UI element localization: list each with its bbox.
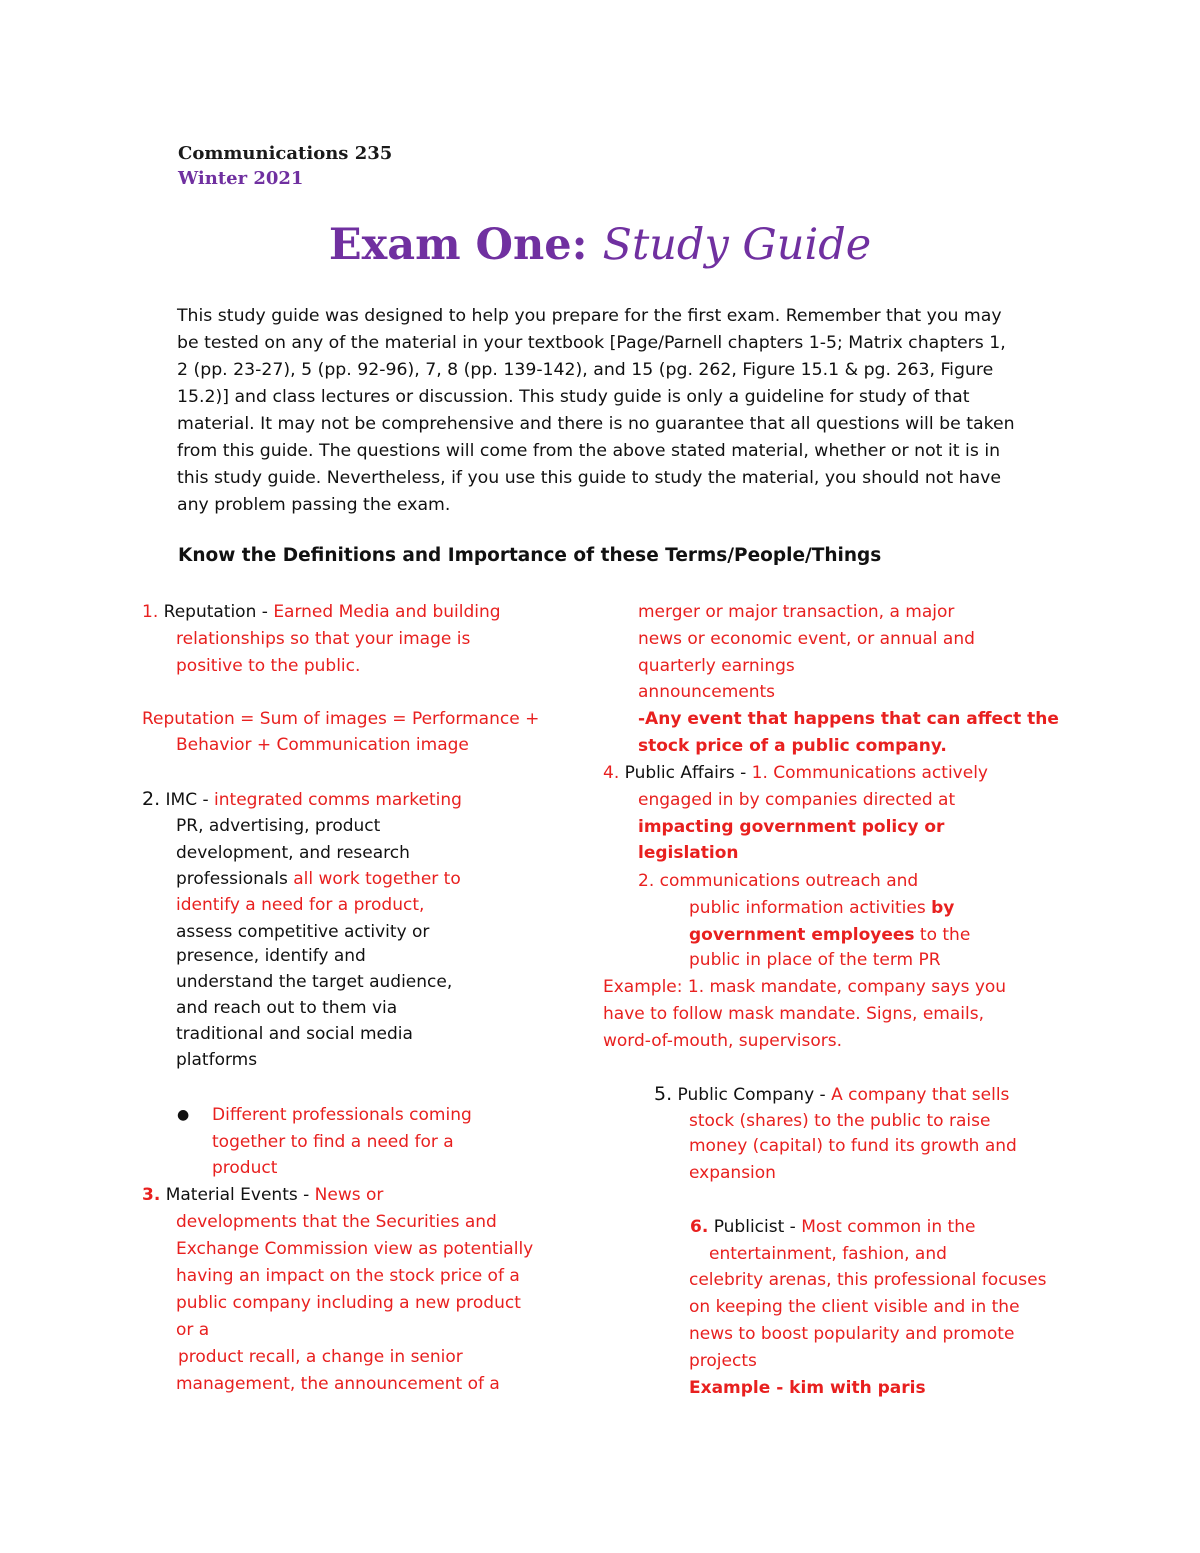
term-emphasis: -Any event that happens that can affect the <box>638 709 1059 729</box>
term-definition: management, the announcement of a <box>176 1374 500 1394</box>
term-number: 3. <box>142 1185 161 1205</box>
term-definition: 1. Communications actively <box>751 763 988 783</box>
bullet-text: product <box>212 1158 278 1178</box>
term-definition: 2. communications outreach and <box>638 871 919 891</box>
term-label: Public Company - <box>677 1085 832 1105</box>
term-definition: Most common in the <box>801 1217 976 1237</box>
title-sub: Study Guide <box>602 220 872 270</box>
term-definition: Earned Media and building <box>273 602 501 622</box>
term-label: Reputation - <box>163 602 274 622</box>
term-definition: integrated comms marketing <box>214 790 462 810</box>
bullet-text: together to find a need for a <box>212 1132 454 1152</box>
term-definition: product recall, a change in senior <box>178 1347 463 1367</box>
term-text: assess competitive activity or <box>176 922 430 942</box>
term-definition: or a <box>176 1320 210 1340</box>
term-text-bold: by <box>931 898 955 918</box>
term-definition: Exchange Commission view as potentially <box>176 1239 534 1259</box>
term-number: 1. <box>142 602 159 622</box>
section-heading: Know the Definitions and Importance of these Terms/People/Things <box>178 545 882 566</box>
term-1-heading <box>142 599 501 626</box>
page-title <box>0 220 1200 270</box>
term-emphasis: impacting government policy or <box>638 817 945 837</box>
term-text: to the <box>914 925 971 945</box>
term-text-red: all work together to <box>293 869 461 889</box>
term-definition: news to boost popularity and promote <box>689 1324 1015 1344</box>
term-definition: money (capital) to fund its growth and <box>689 1136 1017 1156</box>
term-number: 6. <box>690 1217 709 1237</box>
term-definition <box>689 922 970 949</box>
term-definition: having an impact on the stock price of a <box>176 1266 520 1286</box>
term-definition: engaged in by companies directed at <box>638 790 956 810</box>
term-definition: quarterly earnings <box>638 656 795 676</box>
reputation-formula: Reputation = Sum of images = Performance + <box>142 709 540 729</box>
term-definition: expansion <box>689 1163 776 1183</box>
example-text: Example - kim with paris <box>689 1378 926 1398</box>
term-definition: relationships so that your image is <box>176 629 471 649</box>
intro-line: material. It may not be comprehensive and there is no guarantee that all questions will be taken <box>177 414 1015 434</box>
example-text: word-of-mouth, supervisors. <box>603 1031 842 1051</box>
term-definition: developments that the Securities and <box>176 1212 497 1232</box>
term-label: Public Affairs - <box>624 763 752 783</box>
term-text: public information activities <box>689 898 932 918</box>
term-number: 4. <box>603 763 620 783</box>
term-text: traditional and social media <box>176 1024 413 1044</box>
term-text-black: professionals <box>176 869 294 889</box>
intro-line: This study guide was designed to help you prepare for the first exam. Remember that you may <box>177 306 1002 326</box>
term-text: development, and research <box>176 843 410 863</box>
intro-line: 2 (pp. 23-27), 5 (pp. 92-96), 7, 8 (pp. 139-142), and 15 (pg. 262, Figure 15.1 & pg. 263, Figure <box>177 360 994 380</box>
term-definition: on keeping the client visible and in the <box>689 1297 1020 1317</box>
bullet-icon: ● <box>177 1107 190 1123</box>
bullet-text: Different professionals coming <box>212 1105 472 1125</box>
term-text: and reach out to them via <box>176 998 398 1018</box>
intro-line: this study guide. Nevertheless, if you use this guide to study the material, you should not have <box>177 468 1002 488</box>
term-definition: positive to the public. <box>176 656 361 676</box>
term-number: 2. <box>142 788 161 810</box>
term-label: IMC - <box>165 790 215 810</box>
term-label: Publicist - <box>713 1217 802 1237</box>
term-2-heading <box>142 786 462 814</box>
term-definition: public company including a new product <box>176 1293 521 1313</box>
term-definition: merger or major transaction, a major <box>638 602 955 622</box>
term-text <box>176 866 461 893</box>
term-definition: celebrity arenas, this professional focuses <box>689 1270 1047 1290</box>
example-text: have to follow mask mandate. Signs, emails, <box>603 1004 984 1024</box>
intro-line: 15.2)] and class lectures or discussion. This study guide is only a guideline for study of that <box>177 387 970 407</box>
term-label: Winter 2021 <box>178 168 304 189</box>
term-text: understand the target audience, <box>176 972 453 992</box>
term-label: Material Events - <box>165 1185 315 1205</box>
term-text: PR, advertising, product <box>176 816 381 836</box>
term-4-heading <box>603 760 988 787</box>
term-text-bold: government employees <box>689 925 915 945</box>
term-definition: entertainment, fashion, and <box>709 1244 947 1264</box>
term-definition: stock (shares) to the public to raise <box>689 1111 991 1131</box>
term-text: identify a need for a product, <box>176 895 425 915</box>
term-6-heading <box>690 1214 975 1241</box>
example-text: Example: 1. mask mandate, company says you <box>603 977 1007 997</box>
term-number: 5. <box>654 1083 673 1105</box>
term-definition: public in place of the term PR <box>689 950 941 970</box>
term-definition: News or <box>314 1185 384 1205</box>
intro-line: any problem passing the exam. <box>177 495 451 515</box>
term-5-heading <box>654 1081 1009 1109</box>
intro-line: be tested on any of the material in your textbook [Page/Parnell chapters 1-5; Matrix chapters 1, <box>177 333 1006 353</box>
course-name: Communications 235 <box>178 143 393 164</box>
intro-paragraph <box>177 303 1037 519</box>
term-definition: news or economic event, or annual and <box>638 629 975 649</box>
term-emphasis: stock price of a public company. <box>638 736 947 756</box>
term-text: platforms <box>176 1050 258 1070</box>
intro-line: from this guide. The questions will come from the above stated material, whether or not it is in <box>177 441 1001 461</box>
term-definition: A company that sells <box>831 1085 1010 1105</box>
term-text: presence, identify and <box>176 946 366 966</box>
reputation-formula: Behavior + Communication image <box>176 735 469 755</box>
title-main: Exam One: <box>328 220 588 270</box>
term-definition <box>689 895 954 922</box>
term-emphasis: legislation <box>638 843 739 863</box>
term-3-heading <box>142 1182 383 1209</box>
term-definition: announcements <box>638 682 776 702</box>
term-definition: projects <box>689 1351 757 1371</box>
